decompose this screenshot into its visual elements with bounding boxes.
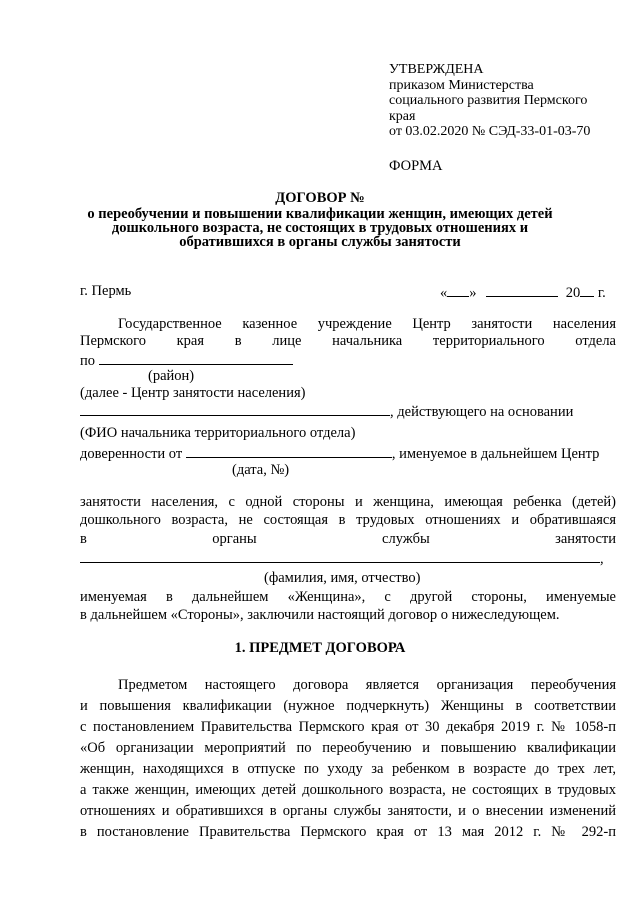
- district-line: [80, 351, 293, 369]
- date-quote-open: «: [440, 285, 448, 301]
- paragraph-line: с постановлением Правительства Пермского края от 30 декабря 2019 г. № 1058-п: [80, 719, 616, 735]
- preamble-line: занятости населения, с одной стороны и женщина, имеющая ребенка (детей): [80, 494, 616, 510]
- hint-name: (фамилия, имя, отчество): [264, 570, 421, 586]
- preamble-line: Государственное казенное учреждение Центр занятости населения: [118, 316, 616, 332]
- power-of-attorney-line: [80, 444, 599, 462]
- approval-line: края: [389, 108, 416, 124]
- approval-block: [389, 62, 590, 140]
- paragraph-line: женщин, находящихся в отпуске по уходу за ребенком в возрасте до трех лет,: [80, 761, 616, 777]
- document-subtitle: обратившихся в органы службы занятости: [179, 234, 461, 250]
- preamble-line: в дальнейшем «Стороны», заключили настоящий договор о нижеследующем.: [80, 607, 560, 623]
- preamble-line: в органы службы занятости: [80, 531, 616, 547]
- name-line: [80, 549, 604, 567]
- year-prefix: 20: [565, 285, 581, 301]
- document-title: ДОГОВОР №: [275, 190, 365, 206]
- year-suffix: г.: [597, 285, 606, 301]
- preamble-line: Пермского края в лице начальника территориального отдела: [80, 333, 616, 349]
- year-blank[interactable]: [580, 283, 594, 297]
- section-heading: 1. ПРЕДМЕТ ДОГОВОРА: [234, 640, 406, 656]
- date-field[interactable]: [440, 283, 606, 301]
- name-blank[interactable]: [80, 549, 600, 563]
- preamble-suffix: ,: [600, 551, 604, 567]
- hint-district: (район): [148, 368, 195, 384]
- paragraph-line: а также женщин, имеющих детей дошкольного возраста, не состоящих в трудовых: [80, 782, 616, 798]
- hint-date: (дата, №): [232, 462, 290, 478]
- approval-title: УТВЕРЖДЕНА: [389, 62, 484, 77]
- fio-blank[interactable]: [80, 402, 390, 416]
- preamble-line: дошкольного возраста, не состоящая в трудовых отношениях и обратившаяся: [80, 512, 616, 528]
- fio-line: [80, 402, 573, 420]
- preamble-suffix: , действующего на основании: [390, 404, 574, 420]
- month-blank[interactable]: [486, 283, 558, 297]
- day-blank[interactable]: [447, 283, 469, 297]
- place-label: г. Пермь: [80, 283, 132, 299]
- paragraph-line: в постановление Правительства Пермского края от 13 мая 2012 г. № 292-п: [80, 824, 616, 840]
- paragraph-line: «Об организации мероприятий по переобучению и повышению квалификации: [80, 740, 616, 756]
- paragraph-line: отношениях и обратившихся в органы службы занятости, и о внесении изменений: [80, 803, 616, 819]
- attorney-date-blank[interactable]: [186, 444, 392, 458]
- approval-line: приказом Министерства: [389, 77, 534, 93]
- form-label: ФОРМА: [389, 158, 443, 174]
- paragraph-line: Предметом настоящего договора является организация переобучения: [118, 677, 616, 693]
- preamble-suffix: , именуемое в дальнейшем Центр: [391, 446, 600, 462]
- document-subtitle: дошкольного возраста, не состоящих в трудовых отношениях и: [111, 220, 529, 236]
- approval-line: от 03.02.2020 № СЭД-33-01-03-70: [389, 124, 591, 139]
- approval-line: социального развития Пермского: [389, 93, 588, 108]
- section-body: [80, 675, 616, 843]
- document-subtitle: о переобучении и повышении квалификации женщин, имеющих детей: [87, 206, 553, 222]
- preamble-line: именуемая в дальнейшем «Женщина», с другой стороны, именуемые: [80, 589, 616, 605]
- district-blank[interactable]: [99, 351, 293, 365]
- paragraph-line: и повышения квалификации (нужное подчеркнуть) Женщины в соответствии: [80, 698, 616, 714]
- preamble-prefix: доверенности от: [80, 446, 183, 462]
- preamble-prefix: по: [80, 353, 96, 369]
- date-quote-close: »: [469, 285, 477, 301]
- preamble-line: (далее - Центр занятости населения): [80, 385, 306, 401]
- hint-fio: (ФИО начальника территориального отдела): [80, 425, 356, 441]
